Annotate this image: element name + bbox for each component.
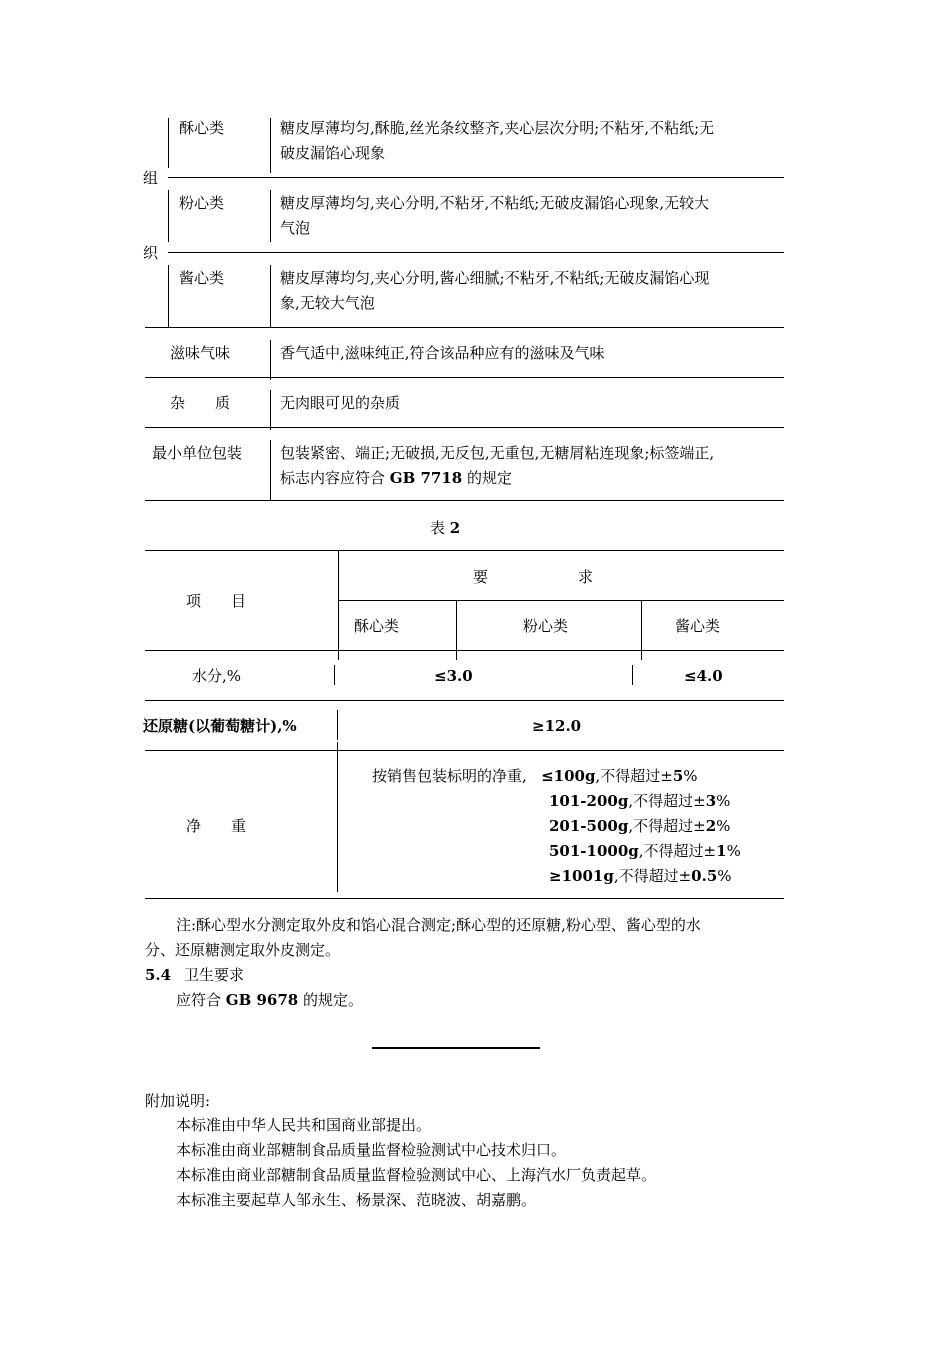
table1-bar: [270, 265, 271, 327]
weight-line-1: 按销售包装标明的净重, ≤100g,不得超过±5%: [372, 767, 698, 785]
table1-rule: [168, 177, 784, 178]
col-jiang: 酱心类: [675, 617, 721, 635]
moisture-su-fen: ≤3.0: [434, 667, 473, 685]
appendix-line-3: 本标准由商业部糖制食品质量监督检验测试中心、上海汽水厂负责起草。: [176, 1166, 657, 1184]
table1-bar: [168, 190, 169, 242]
section-title: 卫生要求: [184, 966, 245, 984]
note-line-1: 注:酥心型水分测定取外皮和馅心混合测定;酥心型的还原糖,粉心型、酱心型的水: [176, 916, 701, 934]
table1-rule: [145, 427, 784, 428]
fen-requirement-line1: 糖皮厚薄均匀,夹心分明,不粘牙,不粘纸;无破皮漏馅心现象,无较大: [280, 194, 710, 212]
jiang-requirement-line1: 糖皮厚薄均匀,夹心分明,酱心细腻;不粘牙,不粘纸;无破皮漏馅心现: [280, 269, 710, 287]
table1-bar: [270, 440, 271, 500]
table1-bar: [270, 190, 271, 242]
zuzhi-char-2: 织: [143, 244, 159, 262]
su-label: 酥心类: [179, 119, 225, 137]
table2-bar: [334, 665, 335, 685]
section-number: 5.4: [145, 966, 172, 984]
table1-bar: [270, 118, 271, 173]
table2-rule: [145, 898, 784, 899]
su-requirement-line2: 破皮漏馅心现象: [280, 144, 386, 162]
su-requirement-line1: 糖皮厚薄均匀,酥脆,丝光条纹整齐,夹心层次分明;不粘牙,不粘纸;无: [280, 119, 715, 137]
col-fen: 粉心类: [523, 617, 569, 635]
moisture-label: 水分,%: [192, 667, 242, 685]
table1-rule: [168, 252, 784, 253]
pack-requirement-line2: 标志内容应符合 GB 7718 的规定: [280, 469, 513, 487]
table1-rule: [145, 377, 784, 378]
weight-line-3: 201-500g,不得超过±2%: [549, 817, 731, 835]
zuzhi-char-1: 组: [143, 169, 159, 187]
table1-rule: [145, 327, 784, 328]
appendix-title: 附加说明:: [145, 1092, 211, 1110]
table2-bar: [338, 550, 339, 660]
section-body: 应符合 GB 9678 的规定。: [176, 991, 364, 1009]
taste-label: 滋味气味: [170, 344, 231, 362]
table2-bar: [641, 600, 642, 660]
weight-line-4: 501-1000g,不得超过±1%: [549, 842, 741, 860]
table2-rule: [145, 550, 784, 551]
sugar-value: ≥12.0: [532, 717, 582, 735]
fen-requirement-line2: 气泡: [280, 219, 311, 237]
moisture-jiang: ≤4.0: [684, 667, 723, 685]
jiang-label: 酱心类: [179, 269, 225, 287]
col-su: 酥心类: [354, 617, 400, 635]
table2-rule: [145, 750, 784, 751]
pack-requirement-line1: 包装紧密、端正;无破损,无反包,无重包,无糖屑粘连现象;标签端正,: [280, 444, 715, 462]
table1-bar: [270, 390, 271, 430]
impurity-requirement: 无肉眼可见的杂质: [280, 394, 401, 412]
table2-bar: [337, 742, 338, 892]
table2-bar: [456, 600, 457, 660]
table1-bar: [270, 340, 271, 380]
taste-requirement: 香气适中,滋味纯正,符合该品种应有的滋味及气味: [280, 344, 605, 362]
appendix-line-4: 本标准主要起草人邹永生、杨景深、范晓波、胡嘉鹏。: [176, 1191, 537, 1209]
table1-rule: [145, 500, 784, 501]
appendix-line-2: 本标准由商业部糖制食品质量监督检验测试中心技术归口。: [176, 1141, 567, 1159]
table2-rule: [145, 650, 784, 651]
table1-bar: [168, 265, 169, 327]
header-item: 项 目: [186, 592, 247, 610]
table2-bar: [632, 665, 633, 685]
table2-rule: [145, 700, 784, 701]
pack-label: 最小单位包装: [152, 444, 243, 462]
note-line-2: 分、还原糖测定取外皮测定。: [145, 941, 341, 959]
impurity-label: 杂 质: [170, 394, 231, 412]
table2-rule: [338, 600, 784, 601]
table1-bar: [168, 118, 169, 168]
end-rule: [372, 1047, 540, 1049]
header-requirement: 要 求: [473, 568, 594, 586]
weight-line-2: 101-200g,不得超过±3%: [549, 792, 731, 810]
weight-label: 净 重: [186, 817, 247, 835]
sugar-label: 还原糖(以葡萄糖计),%: [143, 717, 297, 735]
fen-label: 粉心类: [179, 194, 225, 212]
table2-bar: [337, 710, 338, 740]
appendix-line-1: 本标准由中华人民共和国商业部提出。: [176, 1116, 432, 1134]
weight-line-5: ≥1001g,不得超过±0.5%: [549, 867, 732, 885]
jiang-requirement-line2: 象,无较大气泡: [280, 294, 375, 312]
table2-caption: 表 2: [430, 519, 461, 537]
